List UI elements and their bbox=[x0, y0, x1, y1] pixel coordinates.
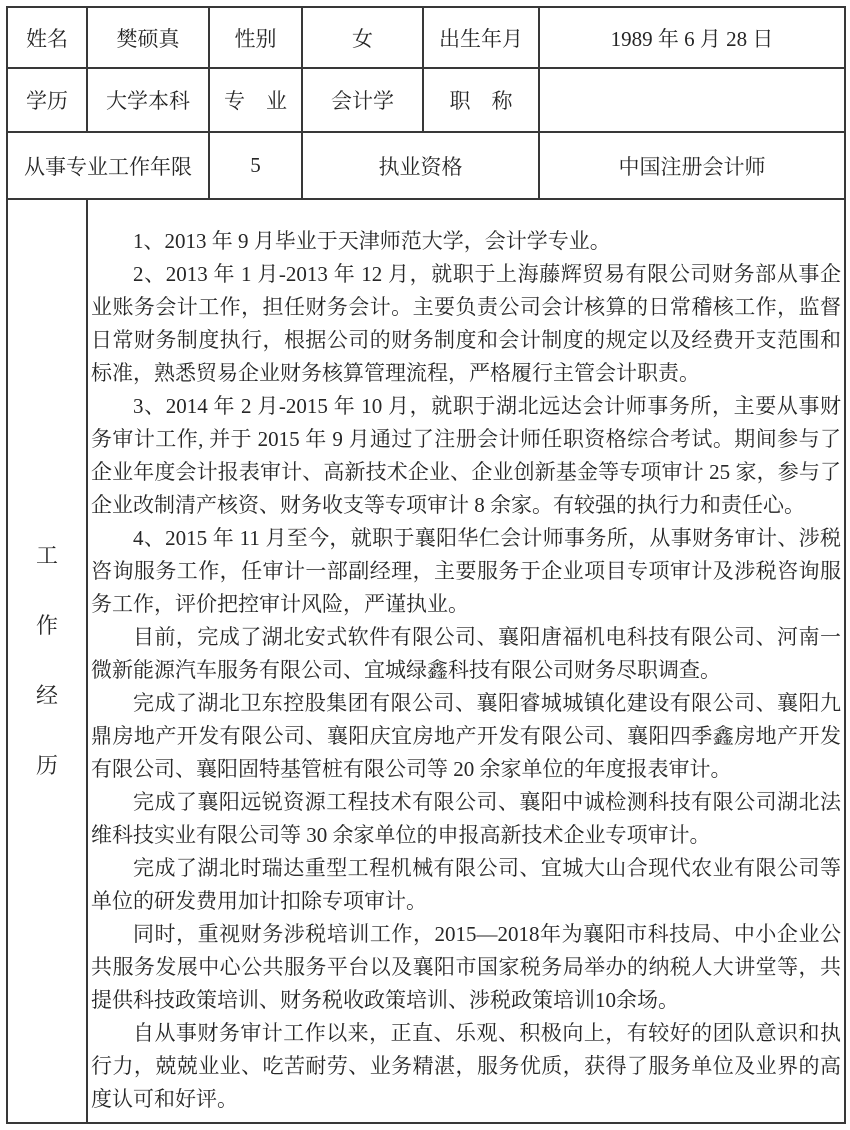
major-label: 专 业 bbox=[209, 68, 302, 132]
education-value: 大学本科 bbox=[87, 68, 209, 132]
work-experience-paragraph: 完成了襄阳远锐资源工程技术有限公司、襄阳中诚检测科技有限公司湖北法维科技实业有限公司等 30 余家单位的申报高新技术企业专项审计。 bbox=[91, 790, 841, 847]
work-experience-paragraph: 目前，完成了湖北安式软件有限公司、襄阳唐福机电科技有限公司、河南一微新能源汽车服务有限公司、宜城绿鑫科技有限公司财务尽职调查。 bbox=[91, 625, 841, 682]
birth-date-value: 1989 年 6 月 28 日 bbox=[539, 7, 845, 68]
gender-label: 性别 bbox=[209, 7, 302, 68]
resume-table bbox=[6, 6, 846, 1124]
job-title-value bbox=[539, 68, 845, 132]
qualification-value: 中国注册会计师 bbox=[539, 132, 845, 199]
work-experience-paragraph: 完成了湖北卫东控股集团有限公司、襄阳睿城城镇化建设有限公司、襄阳九鼎房地产开发有限公司、襄阳庆宜房地产开发有限公司、襄阳四季鑫房地产开发有限公司、襄阳固特基管桩有限公司等 20 余家单位的年度报表审计。 bbox=[91, 691, 841, 781]
gender-value: 女 bbox=[302, 7, 423, 68]
job-title-label: 职 称 bbox=[423, 68, 539, 132]
major-value: 会计学 bbox=[302, 68, 423, 132]
work-years-value: 5 bbox=[209, 132, 302, 199]
work-experience-paragraph: 自从事财务审计工作以来，正直、乐观、积极向上，有较好的团队意识和执行力，兢兢业业、吃苦耐劳、业务精湛，服务优质，获得了服务单位及业界的高度认可和好评。 bbox=[91, 1021, 841, 1111]
birth-date-label: 出生年月 bbox=[423, 7, 539, 68]
work-experience-label bbox=[7, 199, 87, 1123]
row-basic-3 bbox=[7, 132, 845, 199]
work-experience-content bbox=[87, 199, 845, 1123]
qualification-label: 执业资格 bbox=[302, 132, 539, 199]
row-work-experience bbox=[7, 199, 845, 1123]
education-label: 学历 bbox=[7, 68, 87, 132]
work-experience-label-char: 历 bbox=[35, 753, 58, 778]
work-experience-label-chars bbox=[8, 200, 86, 1122]
work-years-label: 从事专业工作年限 bbox=[7, 132, 209, 199]
name-label: 姓名 bbox=[7, 7, 87, 68]
work-experience-label-char: 经 bbox=[35, 683, 58, 708]
work-experience-paragraph: 3、2014 年 2 月-2015 年 10 月，就职于湖北远达会计师事务所，主要从事财务审计工作, 并于 2015 年 9 月通过了注册会计师任职资格综合考试。期间参与了企业年度会计报表审计、高新技术企业、企业创新基金等专项审计 25 家，参与了企业改制清产核资、财务收支等专项审计 8 余家。有较强的执行力和责任心。 bbox=[91, 394, 841, 517]
work-experience-label-char: 作 bbox=[35, 613, 58, 638]
work-experience-paragraph: 2、2013 年 1 月-2013 年 12 月，就职于上海藤辉贸易有限公司财务部从事企业账务会计工作，担任财务会计。主要负责公司会计核算的日常稽核工作，监督日常财务制度执行，根据公司的财务制度和会计制度的规定以及经费开支范围和标准，熟悉贸易企业财务核算管理流程，严格履行主管会计职责。 bbox=[91, 262, 841, 385]
row-basic-1 bbox=[7, 7, 845, 68]
work-experience-paragraph: 完成了湖北时瑞达重型工程机械有限公司、宜城大山合现代农业有限公司等单位的研发费用加计扣除专项审计。 bbox=[91, 856, 841, 913]
work-experience-paragraph: 1、2013 年 9 月毕业于天津师范大学，会计学专业。 bbox=[133, 229, 611, 253]
work-experience-label-char: 工 bbox=[35, 543, 58, 568]
work-experience-paragraph: 4、2015 年 11 月至今，就职于襄阳华仁会计师事务所，从事财务审计、涉税咨询服务工作，任审计一部副经理，主要服务于企业项目专项审计及涉税咨询服务工作，评价把控审计风险，严谨执业。 bbox=[91, 526, 841, 616]
name-value: 樊硕真 bbox=[87, 7, 209, 68]
work-experience-paragraph: 同时，重视财务涉税培训工作，2015—2018年为襄阳市科技局、中小企业公共服务发展中心公共服务平台以及襄阳市国家税务局举办的纳税人大讲堂等，共提供科技政策培训、财务税收政策培训、涉税政策培训10余场。 bbox=[91, 922, 841, 1012]
row-basic-2 bbox=[7, 68, 845, 132]
